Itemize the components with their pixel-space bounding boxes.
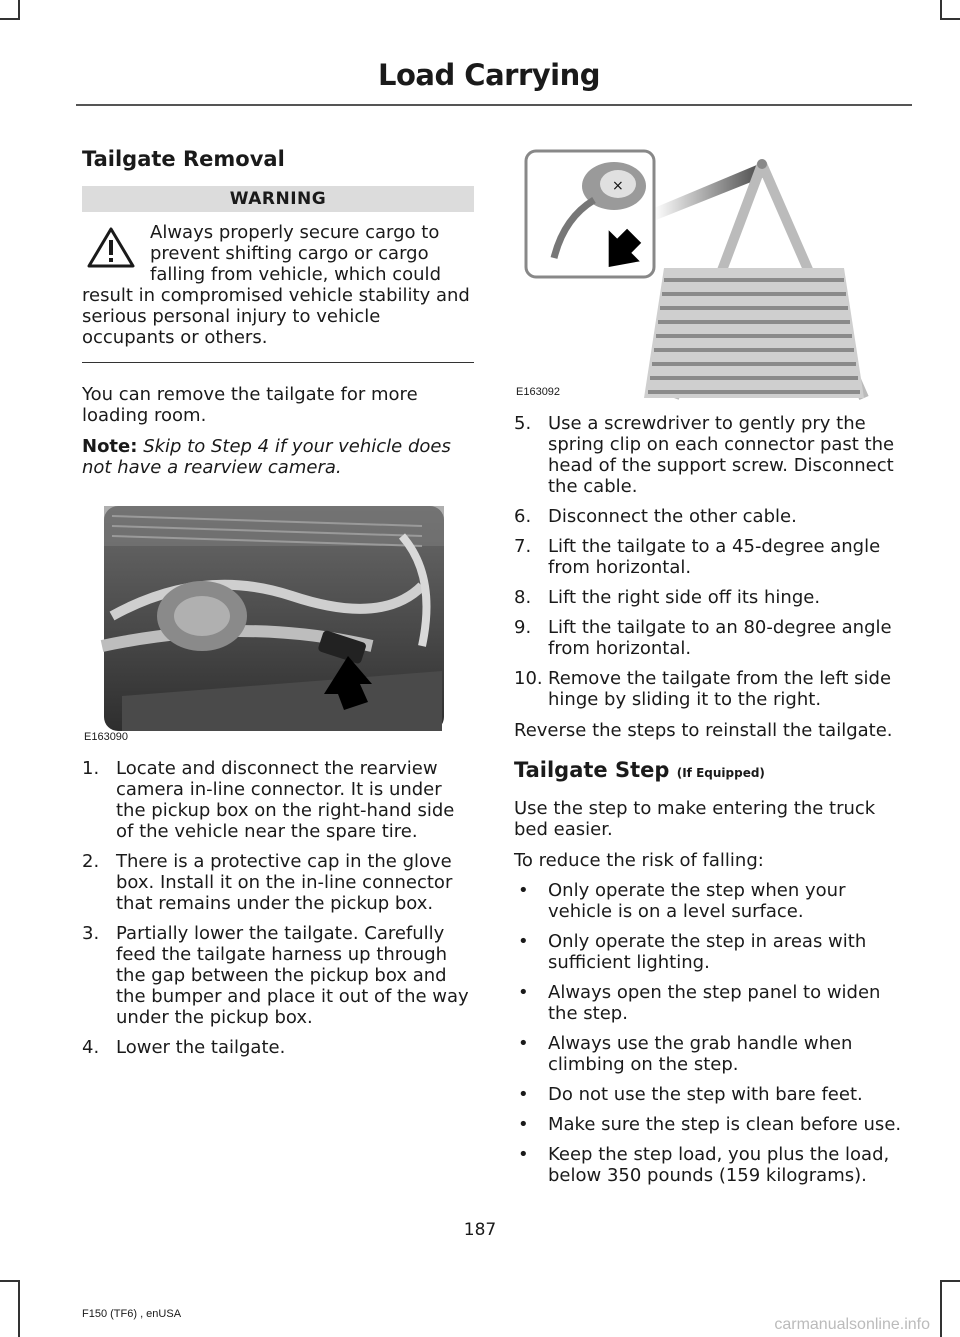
crop-mark [0, 1280, 20, 1282]
figure-label: E163092 [516, 386, 561, 398]
step-intro: Use the step to make entering the truck bed easier. [514, 798, 876, 840]
crop-mark [0, 18, 20, 20]
crop-mark [18, 1280, 20, 1337]
crop-mark [940, 1280, 942, 1337]
bullet-list [514, 880, 908, 1186]
reverse-text: Reverse the steps to reinstall the tailgate. [514, 720, 893, 741]
crop-mark [940, 0, 942, 20]
list-item: 8. Lift the right side off its hinge. [514, 587, 821, 608]
list-item: 10. Remove the tailgate from the left side hinge by sliding it to the right. [514, 668, 892, 710]
list-item: • Make sure the step is clean before use. [518, 1114, 902, 1135]
figure-label: E163090 [84, 731, 129, 743]
page-number: 187 [463, 1220, 497, 1240]
list-item: 7. Lift the tailgate to a 45-degree angle from horizontal. [514, 536, 881, 578]
risk-intro: To reduce the risk of falling: [514, 850, 764, 871]
list-item: 6. Disconnect the other cable. [514, 506, 797, 527]
note-label: Note: [82, 436, 138, 457]
svg-text:×: × [612, 178, 624, 194]
warning-text: Always properly secure cargo to prevent shifting cargo or cargo falling from vehicle, which could result in compromised vehicle stability and serious personal injury to vehicle occupants or others. [82, 222, 470, 348]
section-title-suffix: (If Equipped) [676, 766, 765, 780]
list-item: 1. Locate and disconnect the rearview camera in-line connector. It is under the pickup box on the right-hand side of the vehicle near the spare tire. [82, 758, 455, 842]
list-item: 2. There is a protective cap in the glove box. Install it on the in-line connector that remains under the pickup box. [82, 851, 453, 914]
note-text: Skip to Step 4 if your vehicle does not have a rearview camera. [82, 436, 451, 478]
list-item: • Do not use the step with bare feet. [518, 1084, 863, 1105]
warning-heading: WARNING [82, 186, 474, 212]
page-title: Load Carrying [377, 58, 600, 92]
note [82, 436, 474, 478]
figure-camera-connector [82, 496, 474, 748]
warning-divider [82, 362, 474, 363]
header-divider [76, 104, 912, 106]
list-item: 3. Partially lower the tailgate. Carefully feed the tailgate harness up through the gap between the pickup box and the bumper and place it out of the way under the pickup box. [82, 923, 469, 1028]
section-title: Tailgate Removal [82, 147, 285, 171]
tailgate-cable-illustration [514, 148, 906, 403]
section-title: Tailgate Step (If Equipped) [514, 758, 765, 782]
camera-connector-illustration [82, 496, 474, 748]
crop-mark [18, 0, 20, 20]
figure-tailgate-cable [514, 148, 906, 403]
list-item: • Only operate the step when your vehicle is on a level surface. [518, 880, 846, 922]
crop-mark [940, 1280, 960, 1282]
steps-list-left [82, 758, 474, 1058]
list-item: • Keep the step load, you plus the load, below 350 pounds (159 kilograms). [518, 1144, 890, 1186]
list-item: • Always open the step panel to widen the step. [518, 982, 881, 1024]
right-column [514, 148, 908, 1186]
crop-mark [940, 18, 960, 20]
left-column [82, 146, 474, 1058]
list-item: • Only operate the step in areas with sufficient lighting. [518, 931, 867, 973]
footer-text: F150 (TF6) , enUSA [82, 1308, 182, 1320]
list-item: • Always use the grab handle when climbing on the step. [518, 1033, 853, 1075]
list-item: 4. Lower the tailgate. [82, 1037, 286, 1058]
steps-list-right [514, 413, 908, 710]
warning-box [82, 222, 474, 348]
warning-triangle-icon [86, 226, 136, 270]
watermark: carmanualsonline.info [774, 1316, 930, 1333]
intro-text: You can remove the tailgate for more loading room. [82, 384, 418, 426]
list-item: 9. Lift the tailgate to an 80-degree angle from horizontal. [514, 617, 892, 659]
list-item: 5. Use a screwdriver to gently pry the spring clip on each connector past the head of the support screw. Disconnect the cable. [514, 413, 895, 497]
